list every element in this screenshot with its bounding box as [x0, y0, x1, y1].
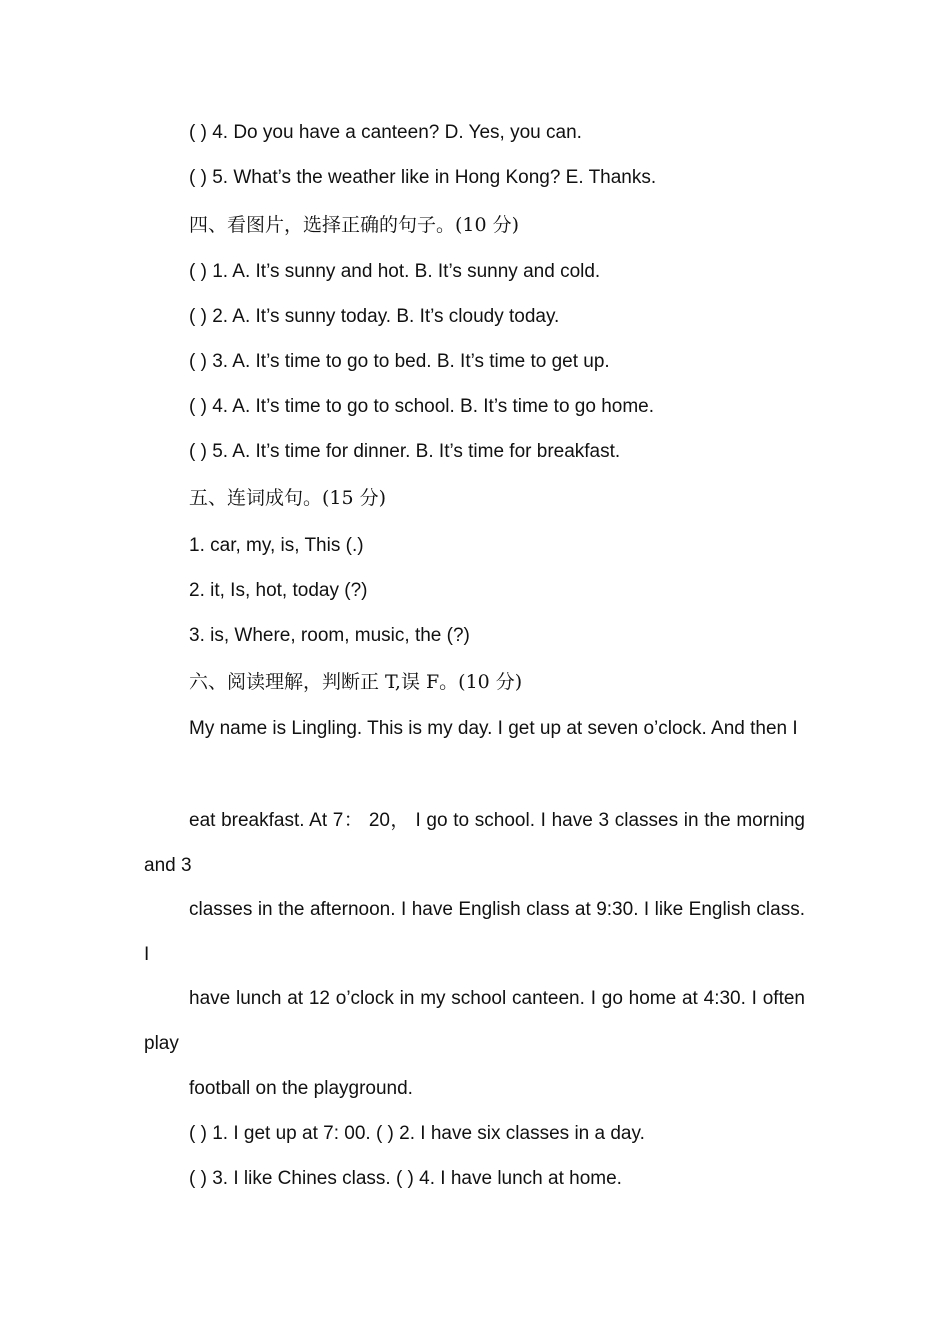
section-4-heading: 四、看图片，选择正确的句子。(10 分) — [189, 214, 520, 236]
passage-paragraph-3: classes in the afternoon. I have English class at 9:30. I like English class. I — [144, 899, 805, 965]
passage-paragraph-4: have lunch at 12 o’clock in my school canteen. I go home at 4:30. I often play — [144, 988, 805, 1054]
matching-item-5: ( ) 5. What’s the weather like in Hong Kong? E. Thanks. — [189, 167, 657, 188]
section-4-item-1: ( ) 1. A. It’s sunny and hot. B. It’s sunny and cold. — [189, 261, 601, 282]
section-4-item-5: ( ) 5. A. It’s time for dinner. B. It’s time for breakfast. — [189, 441, 621, 462]
question-line-1: ( ) 1. I get up at 7: 00. ( ) 2. I have six classes in a day. — [189, 1123, 645, 1144]
section-5-item-3: 3. is, Where, room, music, the (?) — [189, 625, 470, 646]
section-6-heading: 六、阅读理解，判断正 T,误 F。(10 分) — [189, 671, 523, 693]
section-5-item-2: 2. it, Is, hot, today (?) — [189, 580, 368, 601]
section-4-item-3: ( ) 3. A. It’s time to go to bed. B. It’s time to get up. — [189, 351, 610, 372]
section-5-item-1: 1. car, my, is, This (.) — [189, 535, 364, 556]
passage-paragraph-1: My name is Lingling. This is my day. I get up at seven o’clock. And then I — [189, 718, 798, 739]
section-4-item-4: ( ) 4. A. It’s time to go to school. B. It’s time to go home. — [189, 396, 655, 417]
passage-paragraph-2: eat breakfast. At 7： 20， I go to school. I have 3 classes in the morning and 3 — [144, 810, 805, 876]
passage-paragraph-5: football on the playground. — [189, 1078, 413, 1099]
section-4-item-2: ( ) 2. A. It’s sunny today. B. It’s cloudy today. — [189, 306, 560, 327]
matching-item-4: ( ) 4. Do you have a canteen? D. Yes, you can. — [189, 122, 582, 143]
question-line-2: ( ) 3. I like Chines class. ( ) 4. I have lunch at home. — [189, 1168, 622, 1189]
section-5-heading: 五、连词成句。(15 分) — [189, 487, 387, 509]
